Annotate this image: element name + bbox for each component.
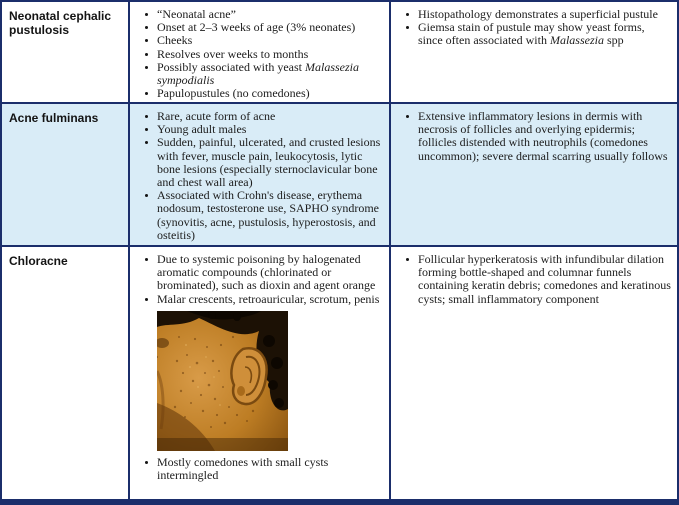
table-row (2, 2, 677, 102)
histopathology-list (404, 110, 671, 163)
italic-text-segment: Malassezia sympodialis (157, 59, 359, 88)
text-segment: Papulopustules (no comedones) (157, 86, 310, 101)
list-item (143, 61, 384, 87)
text-segment: spp (603, 33, 624, 48)
condition-name: Chloracne (9, 254, 68, 268)
text-segment: Malar crescents, retroauricular, scrotum, penis (157, 291, 380, 306)
text-segment: Sudden, painful, ulcerated, and crusted lesions with fever, muscle pain, leukocytosis, lytic bone lesions (especially sternoclavicular bone and chest wall area) (157, 135, 381, 190)
text-segment: Giemsa stain of pustule may show yeast forms, since often associated with (418, 20, 645, 48)
text-segment: Onset at 2–3 weeks of age (3% neonates) (157, 20, 356, 35)
text-segment: Young adult males (157, 122, 247, 137)
clinical-features-cell (128, 104, 389, 245)
list-item (143, 136, 384, 189)
list-item (143, 293, 384, 306)
list-item (143, 253, 384, 293)
histopathology-cell (389, 2, 677, 102)
list-item (404, 110, 671, 163)
list-item (404, 21, 671, 47)
histopathology-list (404, 253, 671, 306)
histopathology-cell (389, 104, 677, 245)
text-segment: “Neonatal acne” (157, 7, 236, 21)
italic-text-segment: Malassezia (549, 33, 604, 48)
histopathology-cell (389, 247, 677, 499)
text-segment: Due to systemic poisoning by halogenated aromatic compounds (chlorinated or brominated), such as dioxin and agent orange (157, 252, 376, 293)
photo-item (143, 311, 384, 451)
list-item (143, 456, 384, 482)
condition-name-cell (2, 104, 128, 245)
text-segment: Rare, acute form of acne (157, 109, 276, 123)
condition-name-cell (2, 247, 128, 499)
text-segment: Histopathology demonstrates a superficial pustule (418, 7, 658, 21)
text-segment: Cheeks (157, 33, 193, 48)
condition-name-cell (2, 2, 128, 102)
list-item (143, 87, 384, 100)
text-segment: Possibly associated with yeast (157, 59, 305, 74)
clinical-features-cell (128, 247, 389, 499)
chloracne-face-photo (157, 311, 288, 451)
table-row (2, 245, 677, 499)
text-segment: Mostly comedones with small cysts intermingled (157, 454, 329, 483)
text-segment: Follicular hyperkeratosis with infundibular dilation forming bottle-shaped and columnar funnels containing keratin debris; comedones and keratinous cysts; small inflammatory component (418, 252, 671, 306)
clinical-features-list (143, 8, 384, 100)
condition-name: Neonatal cephalic pustulosis (9, 9, 112, 37)
list-item (404, 253, 671, 306)
clinical-features-list (143, 253, 384, 482)
text-segment: Resolves over weeks to months (157, 46, 309, 61)
condition-name: Acne fulminans (9, 111, 99, 125)
text-segment: Associated with Crohn's disease, erythema nodosum, testosterone use, SAPHO syndrome (synovitis, acne, pustulosis, hyperostosis, and osteitis) (157, 188, 379, 242)
list-item (143, 189, 384, 242)
text-segment: Extensive inflammatory lesions in dermis with necrosis of follicles and overlying epidermis; follicles distended with neutrophils (comedones uncommon); severe dermal scarring usually follows (418, 109, 668, 163)
table-row (2, 102, 677, 245)
clinical-features-list (143, 110, 384, 242)
clinical-features-cell (128, 2, 389, 102)
histopathology-list (404, 8, 671, 48)
